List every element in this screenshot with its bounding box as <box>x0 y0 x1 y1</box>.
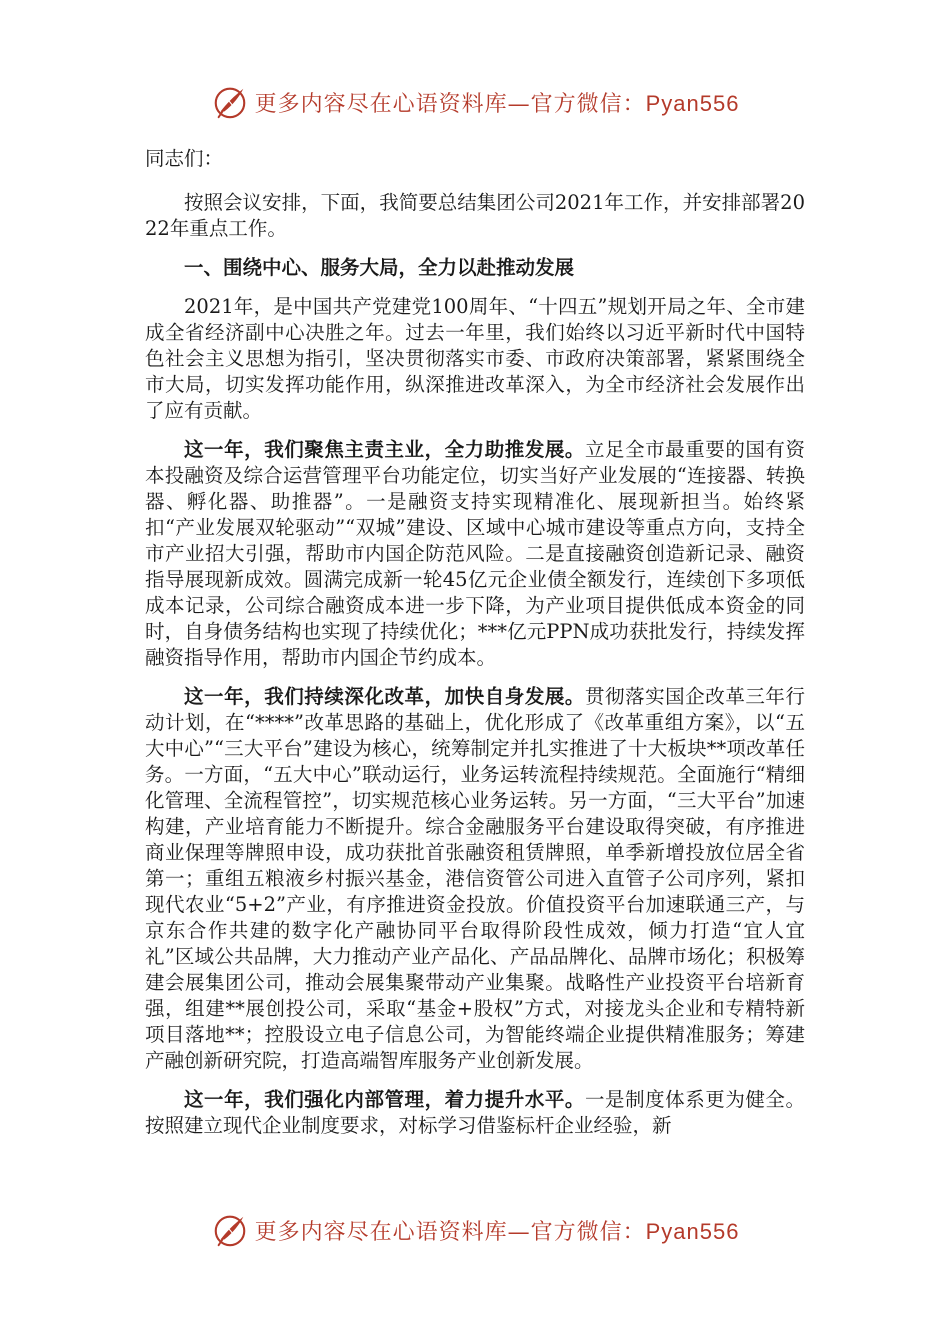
banner-wechat-id: Pyan556 <box>645 1218 740 1244</box>
paragraph-management <box>145 1087 805 1139</box>
paragraph-development <box>145 437 805 671</box>
pen-quill-logo-icon <box>211 83 249 121</box>
paragraph-reform <box>145 684 805 1074</box>
header-banner <box>0 82 950 122</box>
banner-slogan: 更多内容尽在心语资料库—官方微信： <box>254 1219 646 1245</box>
footer-banner <box>0 1210 950 1250</box>
paragraph-lead: 这一年，我们强化内部管理，着力提升水平。 <box>184 1088 585 1111</box>
paragraph-body: 贯彻落实国企改革三年行动计划，在“****”改革思路的基础上，优化形成了《改革重组方案》，以“五大中心”“三大平台”建设为核心，统筹制定并扎实推进了十大板块**项改革任务。一方面，“五大中心”联动运行，业务运转流程持续规范。全面施行“精细化管理、全流程管控”，切实规范核心业务运转。另一方面，“三大平台”加速构建，产业培育能力不断提升。综合金融服务平台建设取得突破，有序推进商业保理等牌照申设，成功获批首张融资租赁牌照，单季新增投放位居全省第一；重组五粮液乡村振兴基金，港信资管公司进入直管子公司序列，紧扣现代农业“5+2”产业，有序推进资金投放。价值投资平台加速联通三产，与京东合作共建的数字化产融协同平台取得阶段性成效，倾力打造“宜人宜礼”区域公共品牌，大力推动产业产品化、产品品牌化、品牌市场化；积极筹建会展集团公司，推动会展集聚带动产业集聚。战略性产业投资平台培新育强，组建**展创投公司，采取“基金+股权”方式，对接龙头企业和专精特新项目落地**；控股设立电子信息公司，为智能终端企业提供精准服务；筹建产融创新研究院，打造高端智库服务产业创新发展。 <box>145 685 805 1072</box>
salutation: 同志们： <box>145 147 224 170</box>
paragraph-body: 立足全市最重要的国有资本投融资及综合运营管理平台功能定位，切实当好产业发展的“连接器、转换器、孵化器、助推器”。一是融资支持实现精准化、展现新担当。始终紧扣“产业发展双轮驱动”“双城”建设、区域中心城市建设等重点方向，支持全市产业招大引强，帮助市内国企防范风险。二是直接融资创造新记录、融资指导展现新成效。圆满完成新一轮45亿元企业债全额发行，连续创下多项低成本记录，公司综合融资成本进一步下降，为产业项目提供低成本资金的同时，自身债务结构也实现了持续优化；***亿元PPN成功获批发行，持续发挥融资指导作用，帮助市内国企节约成本。 <box>145 438 805 669</box>
section-heading: 一、围绕中心、服务大局，全力以赴推动发展 <box>184 256 575 279</box>
banner-text <box>255 1215 740 1246</box>
document-body <box>145 146 805 1152</box>
pen-quill-logo-icon <box>211 1211 249 1249</box>
banner-text <box>255 87 740 118</box>
paragraph-lead: 这一年，我们聚焦主责主业，全力助推发展。 <box>184 438 585 461</box>
intro-paragraph: 按照会议安排，下面，我简要总结集团公司2021年工作，并安排部署2022年重点工作。 <box>145 191 805 240</box>
banner-slogan: 更多内容尽在心语资料库—官方微信： <box>254 91 646 117</box>
paragraph-body: 一是制度体系更为健全。按照建立现代企业制度要求，对标学习借鉴标杆企业经验，新 <box>145 1088 805 1137</box>
paragraph-overview: 2021年，是中国共产党建党100周年、“十四五”规划开局之年、全市建成全省经济副中心决胜之年。过去一年里，我们始终以习近平新时代中国特色社会主义思想为指引，坚决贯彻落实市委、市政府决策部署，紧紧围绕全市大局，切实发挥功能作用，纵深推进改革深入，为全市经济社会发展作出了应有贡献。 <box>145 295 805 422</box>
banner-wechat-id: Pyan556 <box>645 90 740 116</box>
paragraph-lead: 这一年，我们持续深化改革，加快自身发展。 <box>184 685 585 708</box>
